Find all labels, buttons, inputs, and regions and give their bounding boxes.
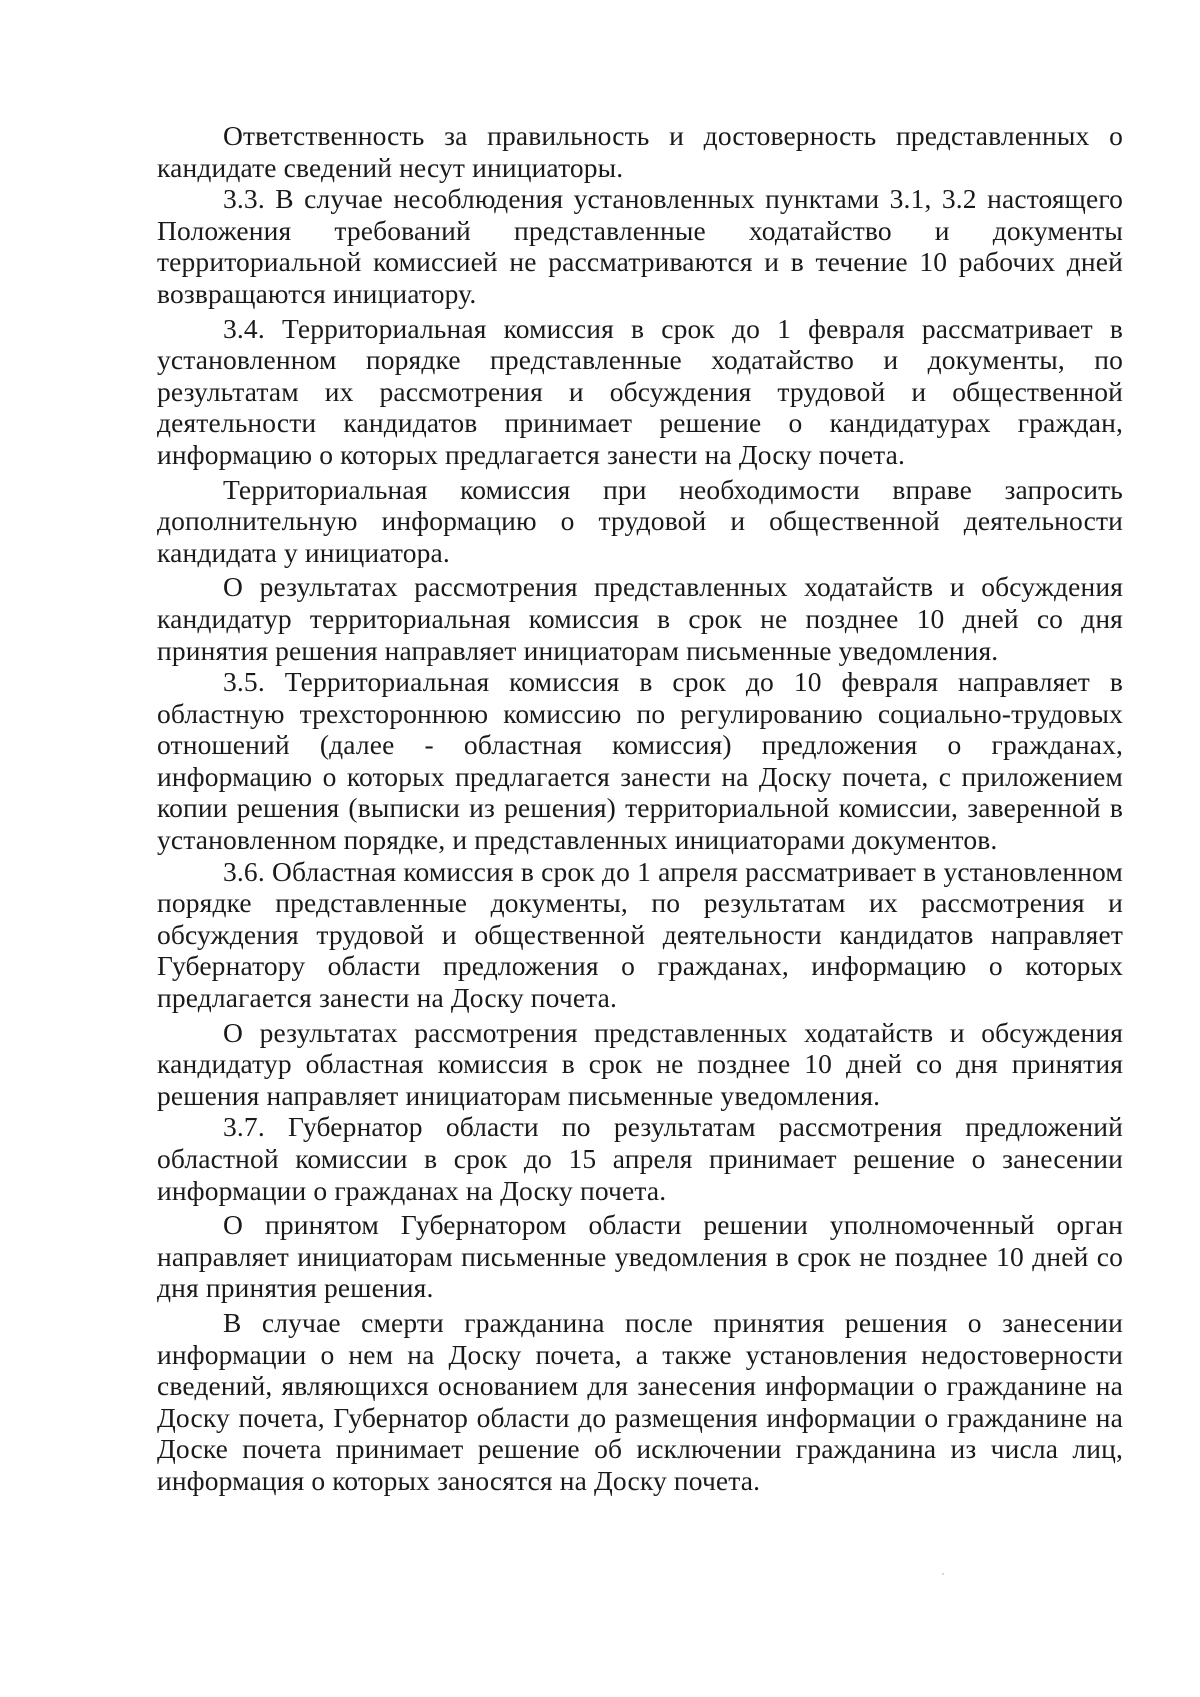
paragraph-territorial-results: О результатах рассмотрения представленных ходатайств и обсуждения кандидатур территориальная комиссия в срок не позднее 10 дней со дня принятия решения направляет инициаторам письменные уведомления.	[157, 571, 1123, 666]
paragraph-3-5: 3.5. Территориальная комиссия в срок до 10 февраля направляет в областную трехстороннюю комиссию по регулированию социально-трудовых отношений (далее - областная комиссия) предложения о гражданах, информацию о которых предлагается занести на Доску почета, с приложением копии решения (выписки из решения) территориальной комиссии, заверенной в установленном порядке, и представленных инициаторами документов.	[157, 666, 1123, 856]
paragraph-additional-info: Территориальная комиссия при необходимости вправе запросить дополнительную информацию о трудовой и общественной деятельности кандидата у инициатора.	[157, 473, 1123, 568]
paragraph-regional-results: О результатах рассмотрения представленных ходатайств и обсуждения кандидатур областная комиссия в срок не позднее 10 дней со дня принятия решения направляет инициаторам письменные уведомления.	[157, 1016, 1123, 1111]
document-body	[157, 120, 1123, 1497]
paragraph-exclusion: В случае смерти гражданина после принятия решения о занесении информации о нем на Доску почета, а также установления недостоверности сведений, являющихся основанием для занесения информации о гражданине на Доску почета, Губернатор области до размещения информации о гражданине на Доске почета принимает решение об исключении гражданина из числа лиц, информация о которых заносятся на Доску почета.	[157, 1306, 1123, 1496]
paragraph-3-3: 3.3. В случае несоблюдения установленных пунктами 3.1, 3.2 настоящего Положения требований представленные ходатайство и документы территориальной комиссией не рассматриваются и в течение 10 рабочих дней возвращаются инициатору.	[157, 183, 1123, 309]
scan-speck	[942, 1573, 944, 1575]
paragraph-responsibility: Ответственность за правильность и достоверность представленных о кандидате сведений несут инициаторы.	[157, 120, 1123, 183]
paragraph-3-4: 3.4. Территориальная комиссия в срок до 1 февраля рассматривает в установленном порядке представленные ходатайство и документы, по результатам их рассмотрения и обсуждения трудовой и общественной деятельности кандидатов принимает решение о кандидатурах граждан, информацию о которых предлагается занести на Доску почета.	[157, 312, 1123, 470]
paragraph-3-6: 3.6. Областная комиссия в срок до 1 апреля рассматривает в установленном порядке представленные документы, по результатам их рассмотрения и обсуждения трудовой и общественной деятельности кандидатов направляет Губернатору области предложения о гражданах, информацию о которых предлагается занести на Доску почета.	[157, 855, 1123, 1014]
paragraph-governor-decision: О принятом Губернатором области решении уполномоченный орган направляет инициаторам письменные уведомления в срок не позднее 10 дней со дня принятия решения.	[157, 1209, 1123, 1304]
paragraph-3-7: 3.7. Губернатор области по результатам рассмотрения предложений областной комиссии в срок до 15 апреля принимает решение о занесении информации о гражданах на Доску почета.	[157, 1111, 1123, 1206]
